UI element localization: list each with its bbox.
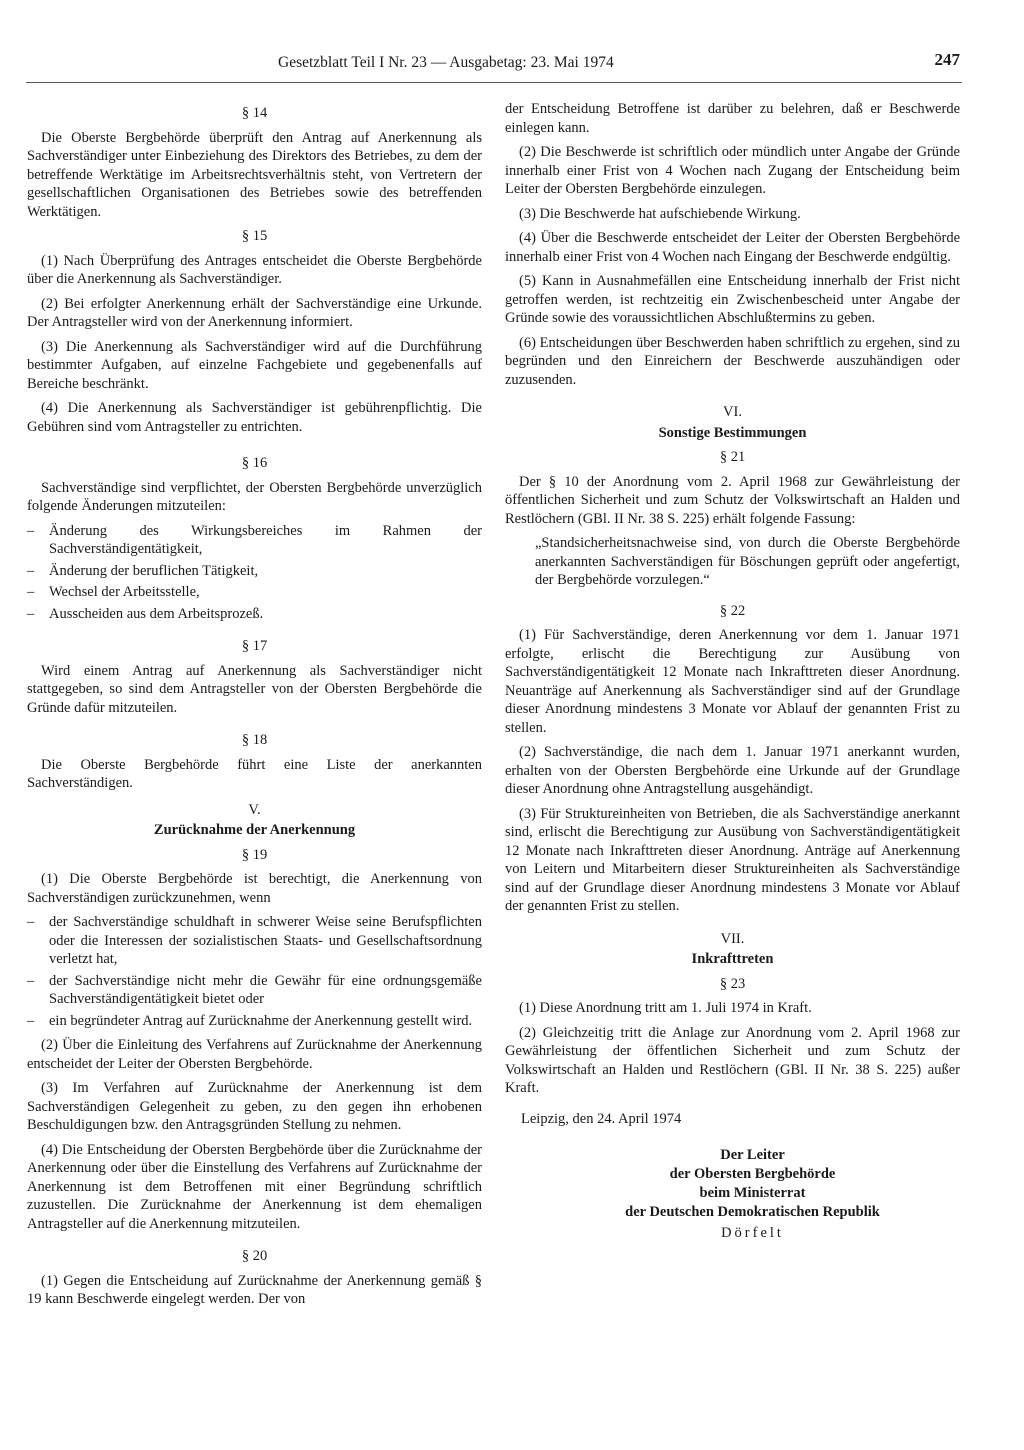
section-18-heading: § 18 [241, 732, 268, 748]
list-item: – Änderung der beruflichen Tätigkeit, [27, 562, 482, 581]
section-20-para-5: (5) Kann in Ausnahmefällen eine Entscheidung innerhalb der Frist nicht getroffen werden, ist rechtzeitig ein Zwischenbescheid unter Angabe der Gründe sowie des voraussichtlichen Abschlußtermins zu geben. [505, 273, 960, 326]
section-20-para-4: (4) Über die Beschwerde entscheidet der Leiter der Obersten Bergbehörde innerhalb einer Frist von 4 Wochen nach Eingang der Beschwerde endgültig. [505, 230, 960, 265]
list-item: – Ausscheiden aus dem Arbeitsprozeß. [27, 605, 482, 624]
section-17-text: Wird einem Antrag auf Anerkennung als Sachverständiger nicht stattgegeben, so sind dem Antragsteller von der Obersten Bergbehörde die Gründe dafür mitzuteilen. [27, 662, 482, 716]
section-22-para-2: (2) Sachverständige, die nach dem 1. Januar 1971 anerkannt wurden, erhalten von der Obersten Bergbehörde eine Urkunde auf der Grundlage dieser Anordnung ohne Antragstellung ausgehändigt. [505, 744, 960, 797]
list-item: – Wechsel der Arbeitsstelle, [27, 583, 482, 602]
signature-line: Der Leiter [720, 1147, 785, 1163]
section-19-list [27, 913, 482, 1030]
section-15-heading: § 15 [241, 228, 268, 244]
section-23-heading: § 23 [719, 975, 746, 992]
page-header: Gesetzblatt Teil I Nr. 23 — Ausgabetag: 23. Mai 1974 [278, 54, 614, 71]
right-column [505, 100, 960, 1243]
section-15-para-2: (2) Bei erfolgter Anerkennung erhält der Sachverständige eine Urkunde. Der Antragsteller wird von der Anerkennung informiert. [27, 295, 482, 330]
section-20-para-3: (3) Die Beschwerde hat aufschiebende Wirkung. [519, 205, 801, 222]
part-5-roman: V. [248, 801, 261, 818]
section-23-para-2: (2) Gleichzeitig tritt die Anlage zur Anordnung vom 2. April 1968 zur Gewährleistung der öffentlichen Sicherheit und zum Schutz der Volkswirtschaft an Halden und Restlöchern (GBl. II Nr. 38 S. 225) außer Kraft. [505, 1024, 960, 1096]
section-21-intro: Der § 10 der Anordnung vom 2. April 1968 zur Gewährleistung der öffentlichen Sicherheit und zum Schutz der Volkswirtschaft an Halden und Restlöchern (GBl. II Nr. 38 S. 225) erhält folgende Fassung: [505, 473, 960, 527]
section-20-para-6: (6) Entscheidungen über Beschwerden haben schriftlich zu ergehen, sind zu begründen und den Einreichern der Beschwerde auszuhändigen oder zuzusenden. [505, 334, 960, 388]
section-16-heading: § 16 [241, 455, 268, 471]
page-number: 247 [934, 50, 960, 69]
list-item: – der Sachverständige nicht mehr die Gewähr für eine ordnungsgemäße Sachverständigentätigkeit bietet oder [27, 972, 482, 1009]
part-6-roman: VI. [723, 404, 742, 420]
place-date: Leipzig, den 24. April 1974 [521, 1110, 682, 1127]
section-15-para-3: (3) Die Anerkennung als Sachverständiger wird auf die Durchführung bestimmter Aufgaben, auf einzelne Fachgebiete und gegebenenfalls auf Bereiche beschränkt. [27, 338, 482, 392]
list-item: – ein begründeter Antrag auf Zurücknahme der Anerkennung gestellt wird. [27, 1012, 482, 1031]
section-15-para-4: (4) Die Anerkennung als Sachverständiger ist gebührenpflichtig. Die Gebühren sind vom Antragsteller zu entrichten. [27, 400, 482, 435]
section-15-para-1: (1) Nach Überprüfung des Antrages entscheidet die Oberste Bergbehörde über die Anerkennung als Sachverständiger. [27, 252, 482, 287]
section-19-para-3: (3) Im Verfahren auf Zurücknahme der Anerkennung ist dem Sachverständigen Gelegenheit zu geben, zu den gegen ihn erhobenen Beschuldigungen bzw. den Antragsgründen Stellung zu nehmen. [27, 1080, 482, 1133]
signature-line: der Deutschen Demokratischen Republik [625, 1204, 880, 1220]
section-19-heading: § 19 [241, 846, 268, 863]
part-7-title: Inkrafttreten [691, 951, 774, 967]
list-item: – Änderung des Wirkungsbereiches im Rahmen der Sachverständigentätigkeit, [27, 522, 482, 559]
section-21-heading: § 21 [719, 449, 746, 465]
section-22-para-3: (3) Für Struktureinheiten von Betrieben, die als Sachverständige anerkannt sind, erlischt die Berechtigung zur Ausübung von Sachverständigentätigkeit 12 Monate nach Inkrafttreten dieser Anordnung. Anträge auf Anerkennung von Leitern und Mitarbeitern dieser Struktureinheiten als Sachverständige sind auf der Grundlage dieser Anordnung mindestens 3 Monate vor Ablauf der genannten Frist zu stellen. [505, 805, 960, 914]
part-6-title: Sonstige Bestimmungen [658, 424, 807, 441]
header-rule [26, 82, 962, 83]
section-19-para-2: (2) Über die Einleitung des Verfahrens auf Zurücknahme der Anerkennung entscheidet der Leiter der Obersten Bergbehörde. [27, 1037, 482, 1072]
part-7-roman: VII. [720, 930, 745, 947]
section-23-para-1: (1) Diese Anordnung tritt am 1. Juli 1974 in Kraft. [519, 1000, 812, 1016]
section-16-intro: Sachverständige sind verpflichtet, der Obersten Bergbehörde unverzüglich folgende Änderungen mitzuteilen: [27, 479, 482, 514]
signatory-name: Dörfelt [721, 1225, 784, 1241]
section-14-heading: § 14 [241, 105, 268, 121]
section-14-text: Die Oberste Bergbehörde überprüft den Antrag auf Anerkennung als Sachverständiger unter Einbeziehung des Direktors des Betriebes, zu dem der betreffende Werktätige im Arbeitsrechtsverhältnis steht, von Vertretern der gesellschaftlichen Organisationen des Betriebes sowie des betreffenden Werktätigen. [27, 129, 482, 220]
section-21-quote: „Standsicherheitsnachweise sind, von durch die Oberste Bergbehörde anerkannten Sachverständigen für Böschungen geprüft oder angefertigt, der Bergbehörde vorzulegen.“ [535, 535, 960, 588]
section-16-list [27, 522, 482, 624]
section-20-para-1: (1) Gegen die Entscheidung auf Zurücknahme der Anerkennung gemäß § 19 kann Beschwerde eingelegt werden. Der von [27, 1272, 482, 1307]
signature-line: beim Ministerrat [699, 1185, 806, 1201]
section-20-continued: der Entscheidung Betroffene ist darüber zu belehren, daß er Beschwerde einlegen kann. [505, 101, 960, 136]
part-5-title: Zurücknahme der Anerkennung [153, 822, 356, 838]
signature-line: der Obersten Bergbehörde [669, 1166, 836, 1182]
section-18-text: Die Oberste Bergbehörde führt eine Liste der anerkannten Sachverständigen. [27, 756, 482, 791]
section-20-heading: § 20 [241, 1248, 268, 1264]
section-17-heading: § 17 [241, 638, 268, 654]
list-item: – der Sachverständige schuldhaft in schwerer Weise seine Berufspflichten oder die Interessen der sozialistischen Staats- und Gesellschaftsordnung verletzt hat, [27, 913, 482, 969]
section-22-heading: § 22 [719, 602, 746, 619]
left-column [27, 100, 482, 1315]
signature-block [505, 1146, 960, 1243]
section-19-para-4: (4) Die Entscheidung der Obersten Bergbehörde über die Zurücknahme der Anerkennung oder über die Einstellung des Verfahrens auf Zurücknahme der Anerkennung ist dem Betroffenen mit einer Begründung schriftlich zuzustellen. Die Zurücknahme der Anerkennung ist dem ehemaligen Antragsteller auf die Anerkennung mitzuteilen. [27, 1141, 482, 1232]
section-19-para-1: (1) Die Oberste Bergbehörde ist berechtigt, die Anerkennung von Sachverständigen zurückzunehmen, wenn [27, 871, 482, 906]
section-20-para-2: (2) Die Beschwerde ist schriftlich oder mündlich unter Angabe der Gründe innerhalb einer Frist von 4 Wochen nach Zugang der Entscheidung beim Leiter der Obersten Bergbehörde einzulegen. [505, 144, 960, 197]
section-22-para-1: (1) Für Sachverständige, deren Anerkennung vor dem 1. Januar 1971 erfolgte, erlischt die Berechtigung zur Ausübung von Sachverständigentätigkeit 12 Monate nach Inkrafttreten dieser Anordnung. Neuanträge auf Anerkennung als Sachverständiger sind auf der Grundlage dieser Anordnung mindestens 3 Monate vor Ablauf der genannten Frist zu stellen. [505, 627, 960, 736]
